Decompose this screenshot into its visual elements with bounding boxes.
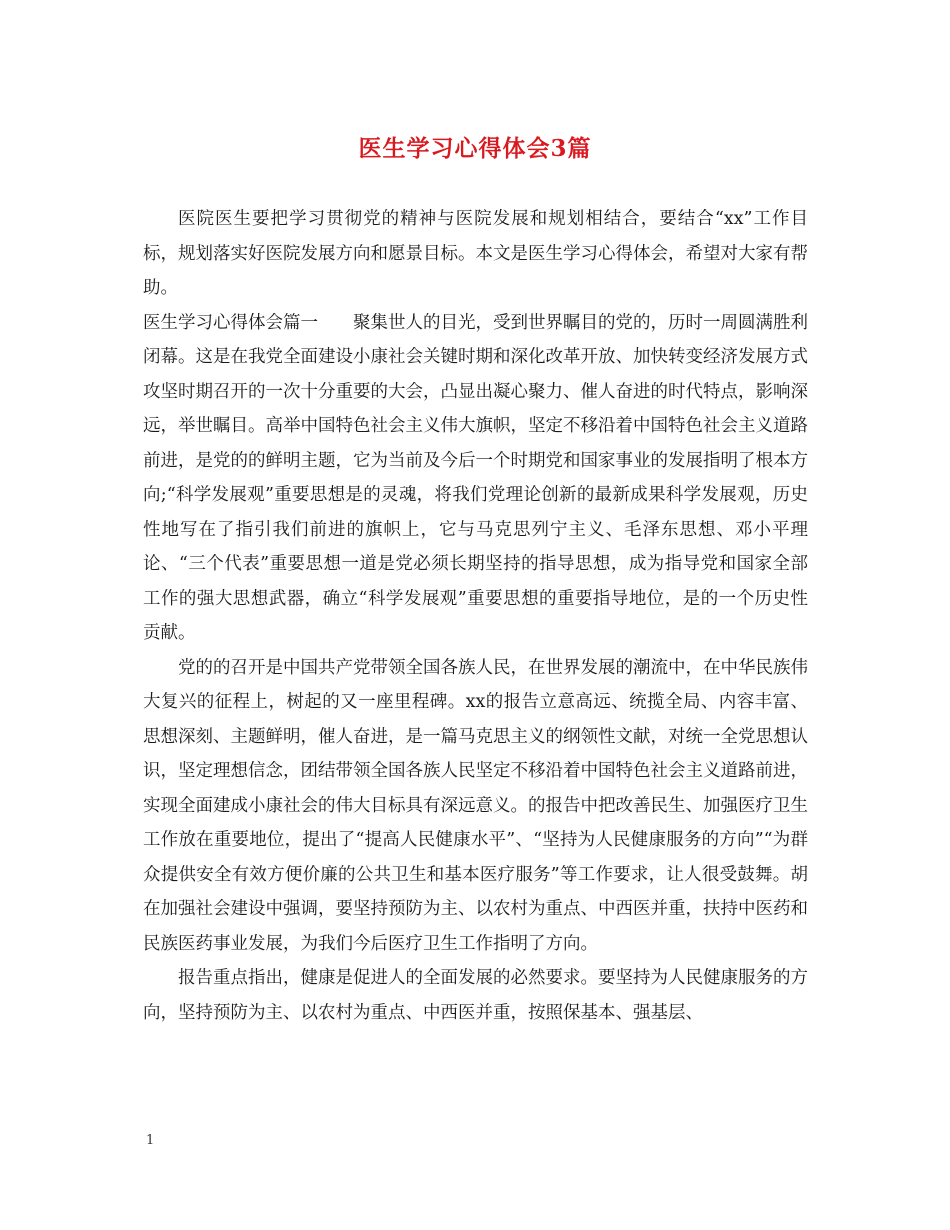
- section-paragraph-1: [143, 306, 808, 651]
- section-spacer: [318, 313, 353, 333]
- section-heading: 医生学习心得体会篇一: [143, 312, 318, 333]
- document-title: 医生学习心得体会3篇: [358, 135, 592, 162]
- intro-paragraph: 医院医生要把学习贯彻党的精神与医院发展和规划相结合，要结合“xx”工作目标，规划落实好医院发展方向和愿景目标。本文是医生学习心得体会，希望对大家有帮助。: [143, 209, 808, 298]
- document-body: [143, 202, 808, 1030]
- paragraph-1-text: 聚集世人的目光，受到世界瞩目的党的，历时一周圆满胜利闭幕。这是在我党全面建设小康社会关键时期和深化改革开放、加快转变经济发展方式攻坚时期召开的一次十分重要的大会，凸显出凝心聚力、催人奋进的时代特点，影响深远，举世瞩目。高举中国特色社会主义伟大旗帜，坚定不移沿着中国特色社会主义道路前进，是党的的鲜明主题，它为当前及今后一个时期党和国家事业的发展指明了根本方向;“科学发展观”重要思想是的灵魂，将我们党理论创新的最新成果科学发展观，历史性地写在了指引我们前进的旗帜上，它与马克思列宁主义、毛泽东思想、邓小平理论、“三个代表”重要思想一道是党必须长期坚持的指导思想，成为指导党和国家全部工作的强大思想武器，确立“科学发展观”重要思想的重要指导地位，是的一个历史性贡献。: [143, 312, 808, 643]
- paragraph-3: 报告重点指出，健康是促进人的全面发展的必然要求。要坚持为人民健康服务的方向，坚持预防为主、以农村为重点、中西医并重，按照保基本、强基层、: [143, 968, 808, 1023]
- paragraph-2: 党的的召开是中国共产党带领全国各族人民，在世界发展的潮流中，在中华民族伟大复兴的征程上，树起的又一座里程碑。xx的报告立意高远、统揽全局、内容丰富、思想深刻、主题鲜明，催人奋进，是一篇马克思主义的纲领性文献，对统一全党思想认识，坚定理想信念，团结带领全国各族人民坚定不移沿着中国特色社会主义道路前进，实现全面建成小康社会的伟大目标具有深远意义。的报告中把改善民生、加强医疗卫生工作放在重要地位，提出了“提高人民健康水平”、“坚持为人民健康服务的方向”“为群众提供安全有效方便价廉的公共卫生和基本医疗服务”等工作要求，让人很受鼓舞。胡在加强社会建设中强调，要坚持预防为主、以农村为重点、中西医并重，扶持中医药和民族医药事业发展，为我们今后医疗卫生工作指明了方向。: [143, 657, 808, 954]
- page-number: 1: [146, 1133, 155, 1148]
